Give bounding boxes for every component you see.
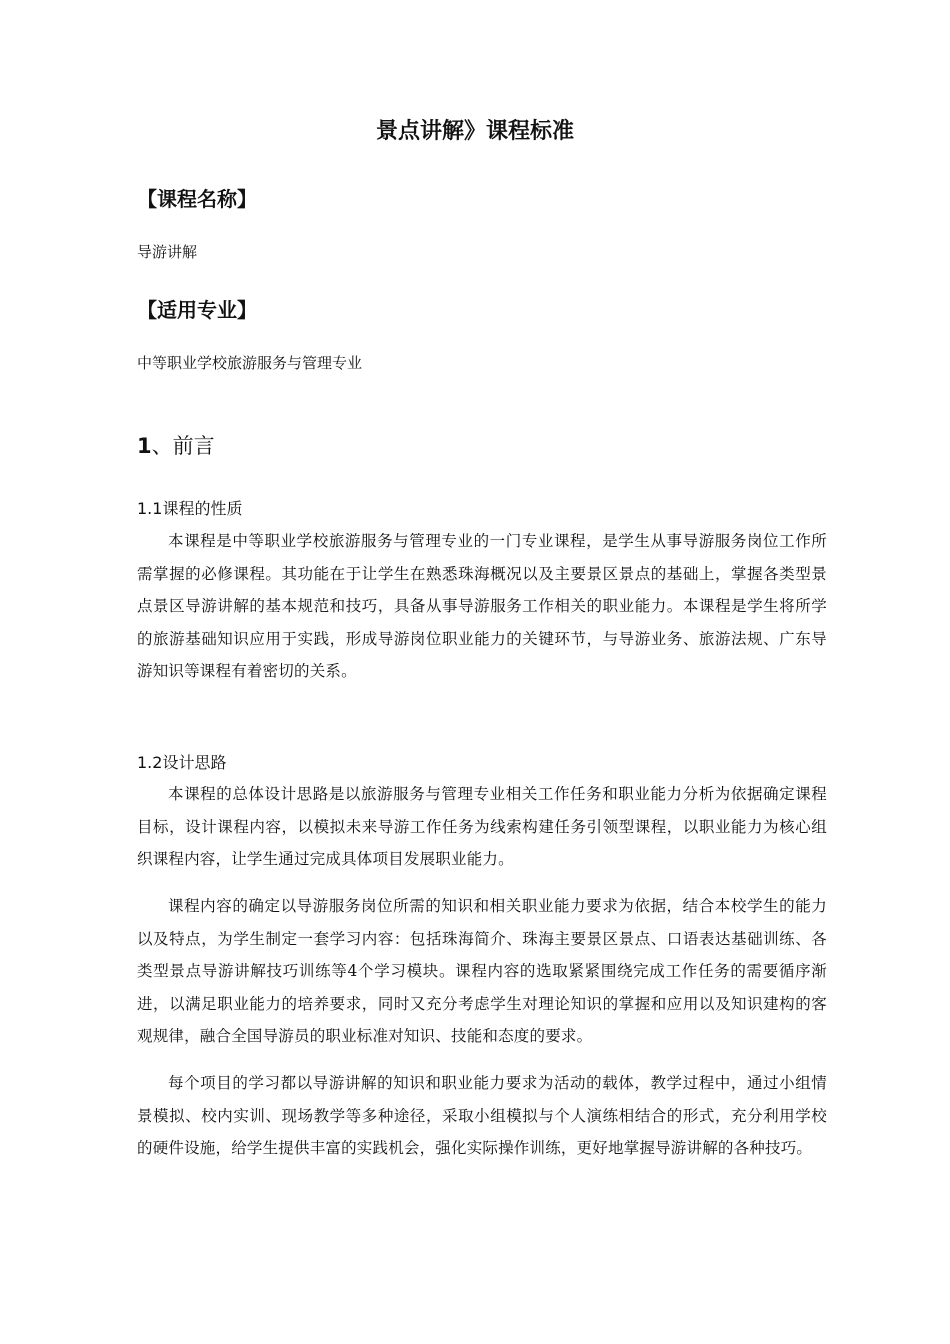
course-name-heading: 【课程名称】	[137, 187, 257, 211]
paragraph-1-1-a: 本课程是中等职业学校旅游服务与管理专业的一门专业课程，是学生从事导游服务岗位工作所需掌握的必修课程。其功能在于让学生在熟悉珠海概况以及主要景区景点的基础上，掌握各类型景点景区导游讲解的基本规范和技巧，具备从事导游服务工作相关的职业能力。本课程是学生将所学的旅游基础知识应用于实践，形成导游岗位职业能力的关键环节，与导游业务、旅游法规、广东导游知识等课程有着密切的关系。	[137, 532, 827, 680]
paragraph-1-2-c: 每个项目的学习都以导游讲解的知识和职业能力要求为活动的载体，教学过程中，通过小组情景模拟、校内实训、现场教学等多种途径，采取小组模拟与个人演练相结合的形式，充分利用学校的硬件设施，给学生提供丰富的实践机会，强化实际操作训练，更好地掌握导游讲解的各种技巧。	[137, 1074, 827, 1157]
document-title: 景点讲解》课程标准	[375, 119, 574, 144]
paragraph-1-2-a: 本课程的总体设计思路是以旅游服务与管理专业相关工作任务和职业能力分析为依据确定课程目标，设计课程内容，以模拟未来导游工作任务为线索构建任务引领型课程，以职业能力为核心组织课程内容，让学生通过完成具体项目发展职业能力。	[137, 785, 827, 868]
section-1-heading	[137, 430, 215, 460]
subsection-1-2-heading: 1.2设计思路	[137, 753, 227, 772]
section-1-number: 1	[137, 434, 152, 458]
major-text: 中等职业学校旅游服务与管理专业	[137, 354, 363, 372]
course-name: 导游讲解	[137, 243, 198, 261]
paragraph-1-2-b: 课程内容的确定以导游服务岗位所需的知识和相关职业能力要求为依据，结合本校学生的能力以及特点，为学生制定一套学习内容：包括珠海简介、珠海主要景区景点、口语表达基础训练、各类型景点导游讲解技巧训练等4个学习模块。课程内容的选取紧紧围绕完成工作任务的需要循序渐进，以满足职业能力的培养要求，同时又充分考虑学生对理论知识的掌握和应用以及知识建构的客观规律，融合全国导游员的职业标准对知识、技能和态度的要求。	[137, 897, 827, 1045]
subsection-1-1-heading: 1.1课程的性质	[137, 499, 243, 518]
major-heading: 【适用专业】	[137, 298, 257, 322]
section-1-title: 、前言	[151, 434, 215, 458]
